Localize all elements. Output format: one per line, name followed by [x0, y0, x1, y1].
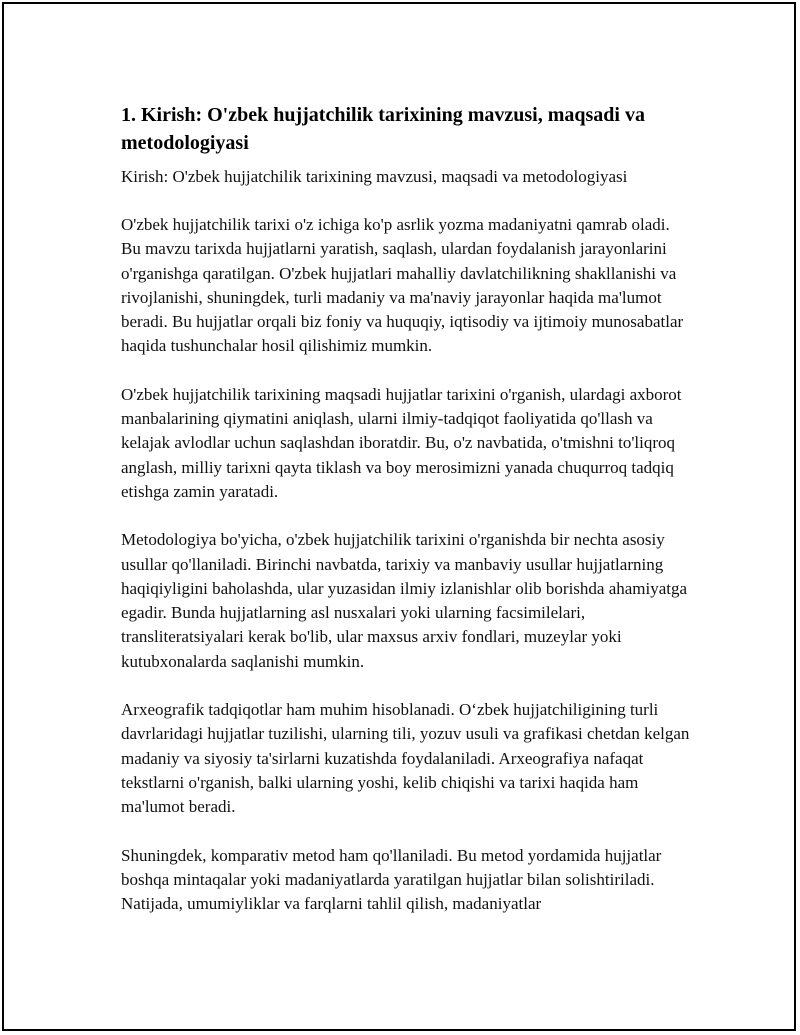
paragraph-archeography: Arxeografik tadqiqotlar ham muhim hisoblanadi. O‘zbek hujjatchiligining turli davrlaridagi hujjatlar tuzilishi, ularning tili, yozuv usuli va grafikasi chetdan kelgan madaniy va siyosiy ta'sirlarni kuzatishda foydalaniladi. Arxeografiya nafaqat tekstlarni o'rganish, balki ularning yoshi, kelib chiqishi va tarixi haqida ham ma'lumot beradi.	[121, 700, 690, 817]
paragraph-purpose: O'zbek hujjatchilik tarixining maqsadi hujjatlar tarixini o'rganish, ulardagi axborot manbalarining qiymatini aniqlash, ularni ilmiy-tadqiqot faoliyatida qo'llash va kelajak avlodlar uchun saqlashdan iboratdir. Bu, o'z navbatida, o'tmishni to'liqroq anglash, milliy tarixni qayta tiklash va boy merosimizni yanada chuqurroq tadqiq etishga zamin yaratadi.	[121, 384, 682, 501]
document-body	[121, 101, 691, 940]
page-frame	[2, 2, 796, 1031]
paragraph-comparative: Shuningdek, komparativ metod ham qo'llaniladi. Bu metod yordamida hujjatlar boshqa mintaqalar yoki madaniyatlarda yaratilgan hujjatlar bilan solishtiriladi. Natijada, umumiyliklar va farqlarni tahlil qilish, madaniyatlar	[121, 845, 662, 914]
paragraph-subject: O'zbek hujjatchilik tarixi o'z ichiga ko'p asrlik yozma madaniyatni qamrab oladi. Bu mavzu tarixda hujjatlarni yaratish, saqlash, ulardan foydalanish jarayonlarini o'rganishga qaratilgan. O'zbek hujjatlari mahalliy davlatchilikning shakllanishi va rivojlanishi, shuningdek, turli madaniy va ma'naviy jarayonlar haqida ma'lumot beradi. Bu hujjatlar orqali biz foniy va huquqiy, iqtisodiy va ijtimoiy munosabatlar haqida tushunchalar hosil qilishimiz mumkin.	[121, 215, 684, 356]
document-title: 1. Kirish: O'zbek hujjatchilik tarixining mavzusi, maqsadi va metodologiyasi	[121, 104, 645, 154]
paragraph-methodology: Metodologiya bo'yicha, o'zbek hujjatchilik tarixini o'rganishda bir nechta asosiy usullar qo'llaniladi. Birinchi navbatda, tarixiy va manbaviy usullar hujjatlarning haqiqiyligini baholashda, ular yuzasidan ilmiy izlanishlar olib borishda ahamiyatga egadir. Bunda hujjatlarning asl nusxalari yoki ularning facsimilelari, transliteratsiyalari kerak bo'lib, ular maxsus arxiv fondlari, muzeylar yoki kutubxonalarda saqlanishi mumkin.	[121, 530, 688, 671]
document-subtitle: Kirish: O'zbek hujjatchilik tarixining mavzusi, maqsadi va metodologiyasi	[121, 167, 628, 186]
